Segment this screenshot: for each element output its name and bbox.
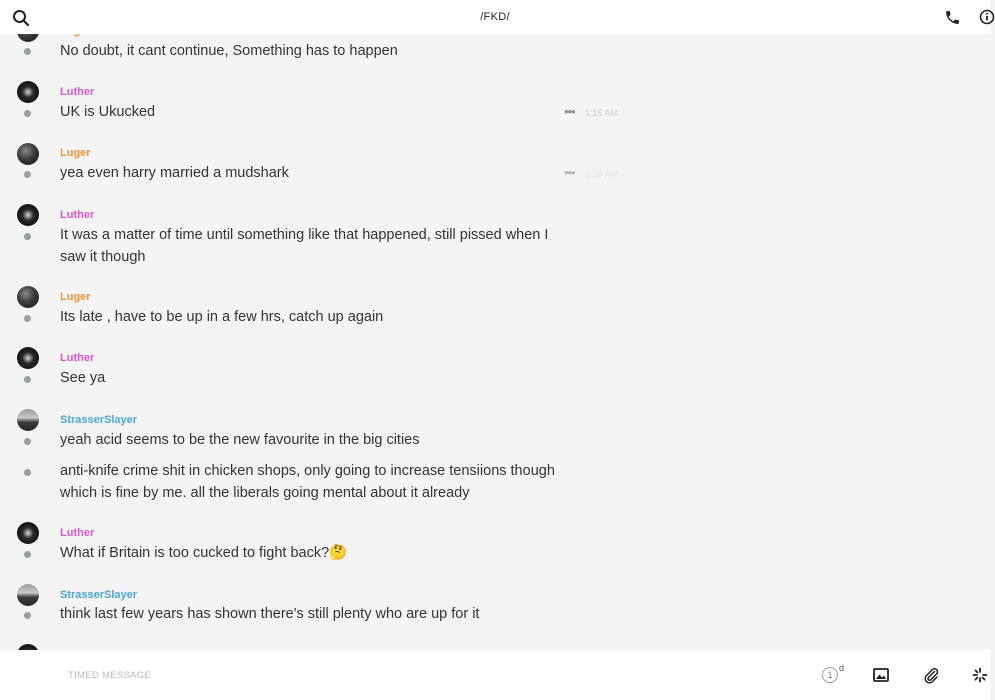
info-icon[interactable]: [979, 9, 995, 25]
avatar[interactable]: [17, 584, 39, 606]
status-dot: [24, 315, 31, 322]
message-text: think last few years has shown there's still plenty who are up for it: [60, 606, 480, 622]
avatar[interactable]: [17, 522, 39, 544]
avatar[interactable]: [17, 81, 39, 103]
phone-icon[interactable]: [944, 9, 961, 26]
status-dot: [24, 110, 31, 117]
author-name[interactable]: Luther: [60, 527, 95, 539]
timer-unit: d: [839, 663, 845, 673]
author-name[interactable]: Luther: [60, 352, 95, 364]
timer-value: 1: [822, 667, 838, 683]
message-text: anti-knife crime shit in chicken shops, only going to increase tensiions though which is fine by me. all the liberals going mental about it already: [60, 463, 555, 501]
message-text: What if Britain is too cucked to fight back?🤔: [60, 545, 348, 561]
author-name[interactable]: StrasserSlayer: [60, 589, 138, 601]
author-name[interactable]: Luger: [60, 147, 91, 159]
timestamp: 1:15 AM: [585, 108, 619, 118]
message-text: yeah acid seems to be the new favourite in the big cities: [60, 432, 420, 448]
avatar[interactable]: [17, 204, 39, 226]
paperclip-icon[interactable]: [923, 667, 939, 683]
message-text: UK is Ukucked: [60, 104, 156, 120]
status-dot: [24, 171, 31, 178]
top-bar: [0, 0, 990, 34]
status-dot: [24, 48, 31, 55]
message-text: Its late , have to be up in a few hrs, catch up again: [60, 309, 384, 325]
status-dot: [24, 612, 31, 619]
author-name[interactable]: StrasserSlayer: [60, 414, 138, 426]
timer-button[interactable]: [822, 665, 846, 687]
message-input[interactable]: TIMED MESSAGE: [68, 670, 152, 681]
status-dot: [24, 376, 31, 383]
status-dot: [24, 551, 31, 558]
status-dot: [24, 469, 31, 476]
avatar[interactable]: [17, 286, 39, 308]
more-options-icon[interactable]: •••: [564, 104, 575, 119]
status-dot: [24, 438, 31, 445]
timestamp: 1:16 AM: [585, 169, 619, 179]
status-dot: [24, 233, 31, 240]
message-text: yea even harry married a mudshark: [60, 165, 289, 181]
more-options-icon[interactable]: •••: [564, 165, 575, 180]
avatar[interactable]: [17, 409, 39, 431]
sparkle-icon[interactable]: [972, 667, 988, 683]
message-composer: [0, 650, 990, 700]
author-name[interactable]: Luther: [60, 209, 95, 221]
author-name[interactable]: Luger: [60, 291, 91, 303]
image-icon[interactable]: [873, 667, 889, 683]
avatar[interactable]: [17, 347, 39, 369]
author-name[interactable]: Luther: [60, 86, 95, 98]
conversation-title: /FKD/: [480, 11, 510, 23]
avatar[interactable]: [17, 143, 39, 165]
message-text: See ya: [60, 370, 106, 386]
message-text: It was a matter of time until something like that happened, still pissed when I saw it though: [60, 227, 549, 265]
message-text: No doubt, it cant continue, Something has to happen: [60, 43, 398, 59]
message-feed[interactable]: [0, 34, 990, 650]
